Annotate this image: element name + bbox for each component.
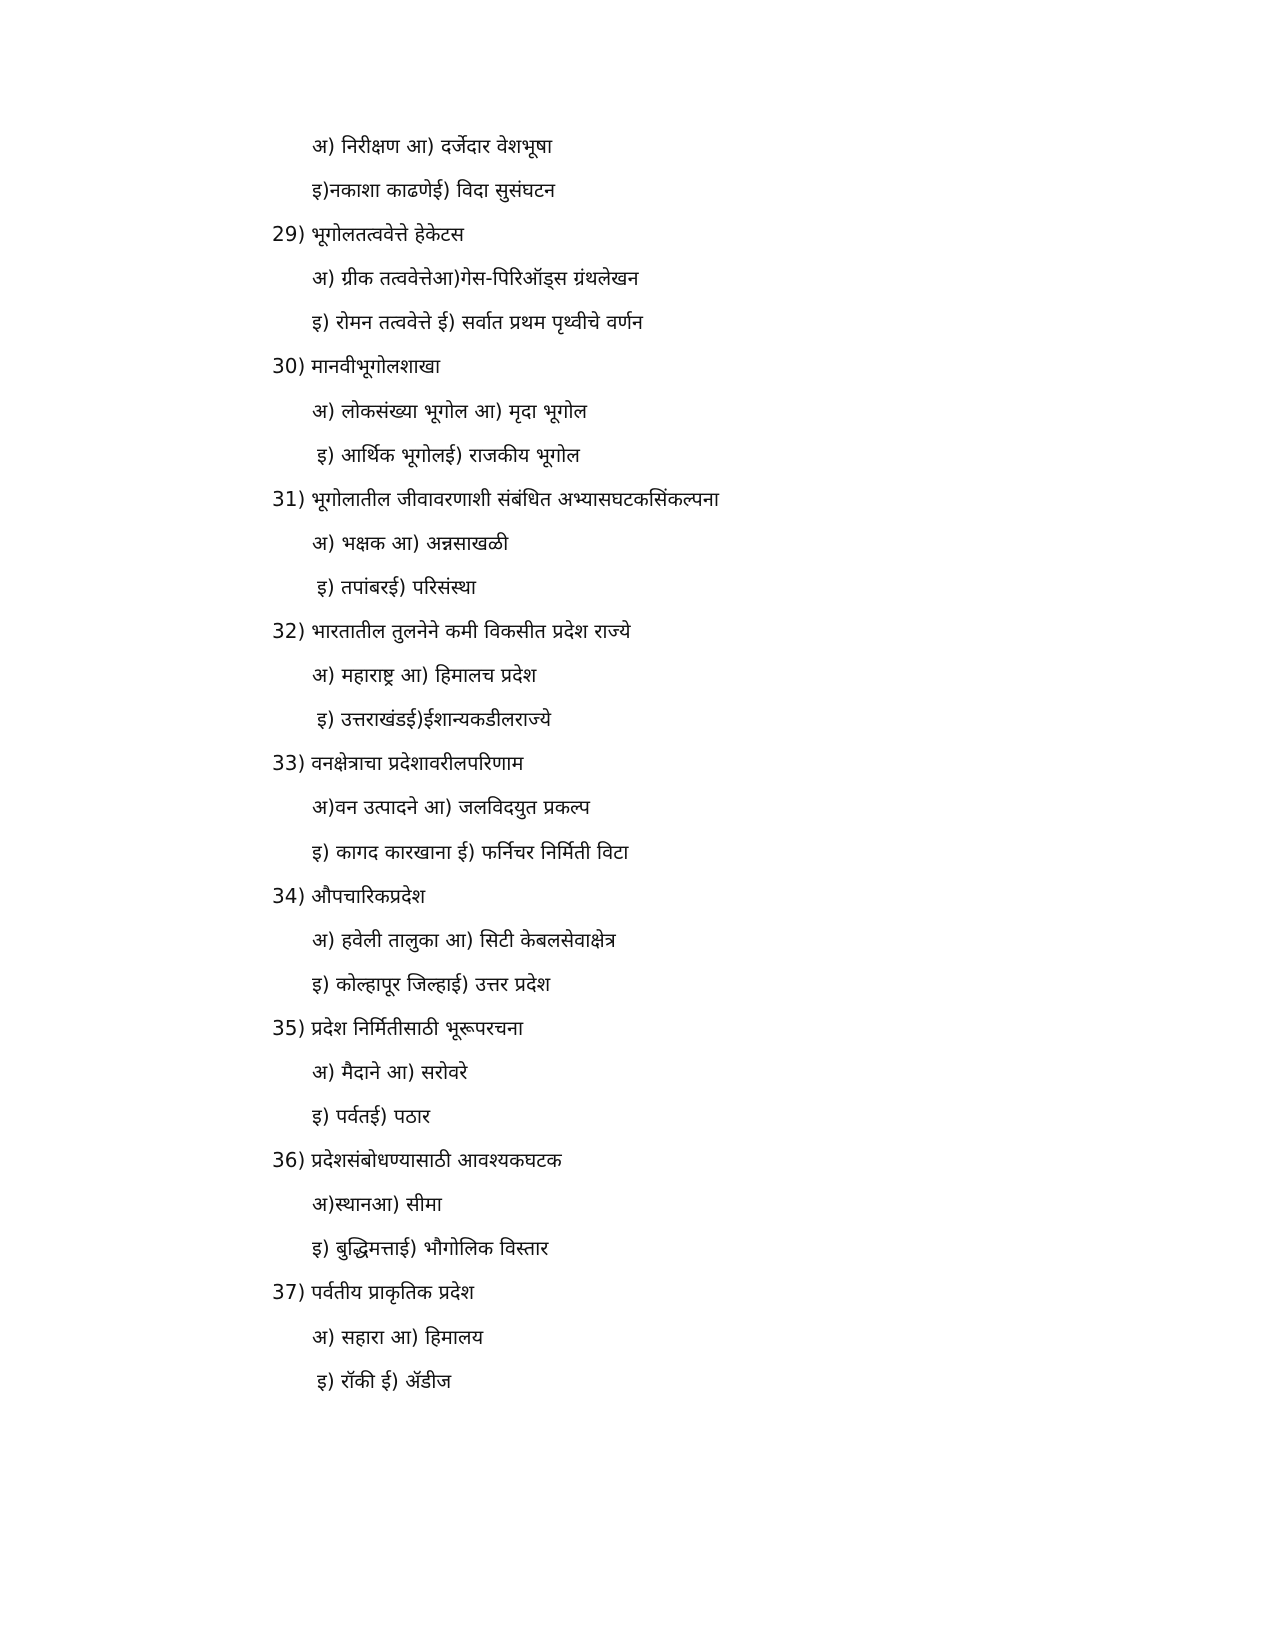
question-list [0,124,1275,1403]
option-line [0,1182,1275,1226]
option-text: अ)स्थानआ) सीमा [312,1192,442,1217]
option-text: इ) तपांबरई) परिसंस्था [317,574,477,599]
question-number: 34) [272,883,306,908]
option-text: अ) लोकसंख्या भूगोल आ) मृदा भूगोल [312,398,588,423]
option-text: अ) ग्रीक तत्ववेत्तेआ)गेस-पिरिऑड्स ग्रंथलेखन [312,266,639,291]
question-text: भूगोलतत्ववेत्ते हेकेटस [311,222,465,247]
option-text: अ) भक्षक आ) अन्नसाखळी [312,530,509,555]
option-text: अ)वन उत्पादने आ) जलविदयुत प्रकल्प [312,795,590,820]
question-number: 35) [272,1015,306,1040]
question-text: भूगोलातील जीवावरणाशी संबंधित अभ्यासघटकसिंकल्पना [311,486,720,511]
option-line [0,1050,1275,1094]
option-text: इ) उत्तराखंडई)ईशान्यकडीलराज्ये [317,707,552,732]
option-line [0,962,1275,1006]
option-text: अ) सहारा आ) हिमालय [312,1324,484,1349]
option-line [0,433,1275,477]
option-line [0,653,1275,697]
option-line [0,918,1275,962]
question-line [0,477,1275,521]
option-text: इ)नकाशा काढणेई) विदा सुसंघटन [312,178,556,203]
question-number: 37) [272,1280,306,1305]
option-text: इ) पर्वतई) पठार [312,1104,431,1129]
option-text: इ) आर्थिक भूगोलई) राजकीय भूगोल [317,442,580,467]
question-line [0,741,1275,785]
option-text: इ) बुद्धिमत्ताई) भौगोलिक विस्तार [312,1236,549,1261]
question-text: प्रदेशसंबोधण्यासाठी आवश्यकघटक [311,1148,562,1173]
question-line [0,212,1275,256]
option-line [0,697,1275,741]
option-line [0,300,1275,344]
question-text: प्रदेश निर्मितीसाठी भूरूपरचना [311,1015,524,1040]
question-line [0,344,1275,388]
option-line [0,1094,1275,1138]
question-text: औपचारिकप्रदेश [311,883,426,908]
option-line [0,785,1275,829]
question-line [0,609,1275,653]
option-line [0,565,1275,609]
option-line [0,1226,1275,1270]
question-number: 29) [272,222,306,247]
option-text: अ) हवेली तालुका आ) सिटी केबलसेवाक्षेत्र [312,927,616,952]
option-line [0,830,1275,874]
option-line [0,521,1275,565]
option-text: इ) रोमन तत्ववेत्ते ई) सर्वात प्रथम पृथ्वीचे वर्णन [312,310,644,335]
question-number: 36) [272,1148,306,1173]
question-text: भारतातील तुलनेने कमी विकसीत प्रदेश राज्ये [311,619,631,644]
option-text: अ) निरीक्षण आ) दर्जेदार वेशभूषा [312,134,553,158]
option-text: इ) रॉकी ई) ॲडीज [317,1368,452,1393]
option-text: अ) महाराष्ट्र आ) हिमालच प्रदेश [312,663,537,688]
option-text: अ) मैदाने आ) सरोवरे [312,1059,468,1084]
question-number: 33) [272,751,306,776]
option-text: इ) कोल्हापूर जिल्हाई) उत्तर प्रदेश [312,971,551,996]
option-line [0,168,1275,212]
question-text: पर्वतीय प्राकृतिक प्रदेश [311,1280,475,1305]
question-text: मानवीभूगोलशाखा [311,354,441,379]
question-text: वनक्षेत्राचा प्रदेशावरीलपरिणाम [311,751,524,776]
question-line [0,874,1275,918]
option-line [0,1315,1275,1359]
option-line [0,1359,1275,1403]
question-number: 31) [272,486,306,511]
question-line [0,1138,1275,1182]
question-line [0,1006,1275,1050]
option-text: इ) कागद कारखाना ई) फर्निचर निर्मिती विटा [312,839,629,864]
question-line [0,1270,1275,1314]
question-number: 32) [272,619,306,644]
question-number: 30) [272,354,306,379]
option-line [0,256,1275,300]
option-line [0,124,1275,168]
option-line [0,389,1275,433]
